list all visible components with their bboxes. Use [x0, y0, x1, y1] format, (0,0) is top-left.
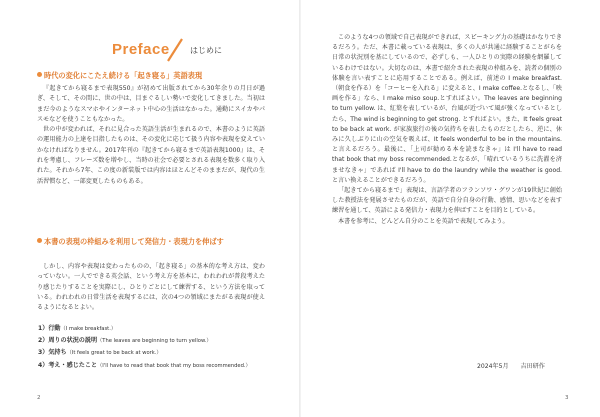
date-signature — [477, 361, 545, 370]
expression-domain-list — [38, 323, 270, 372]
bullet-dot-icon — [37, 238, 42, 243]
list-item: 3）気持ち（It feels great to be back at work.） — [38, 349, 162, 357]
page-number-right: 3 — [565, 395, 569, 401]
date: 2024年5月 — [477, 363, 509, 370]
hajimeni-label: はじめに — [190, 46, 222, 55]
list-item: 4）考え・感じたこと（I'll have to read that book that my boss recommended.） — [38, 361, 251, 369]
section-heading-2: 本書の表現の枠組みを利用して発信力・表現力を伸ばす — [37, 237, 224, 247]
list-item: 2）周りの状況の説明（The leaves are beginning to turn yellow.） — [38, 337, 212, 345]
section-1-text: 『起きてから寝るまで表現550』が初めて出版されてから30年余りの月日が過ぎ、そして、その間に、世の中は、目まぐるしい勢いで変化してきました。当初はまだ今のようなスマホやインターネット中心の生活はなかった。通勤にスイカやパスモなどを使うこともなかった。 世の中が変われば、それに見合った英語生活が生まれるので、本書のように英語の運用能力の上達を目指したものは、その変化に応じて扱う内容や表現を変えていかなければなりません。2017年刊の『起きてから寝るまで英語表現1000』は、それを考慮し、フレーズ数を増やし、当時の社会で必要とされる表現を数多く取り入れた。それから7年、この度の新装版では内容はほとんどそのままだが、現代の生活習慣など、一部変更したものもある。 — [37, 85, 265, 185]
page-number-left: 2 — [37, 395, 41, 401]
right-page-text: このような4つの領域で自己表現ができれば、スピーキング力の基礎はかなりできるだろう。ただ、本書に載っている表現は、多くの人が共通に経験することがらを日常の状況別を基にしているので、必ずしも、一人ひとりの実際の経験を網羅しているわけではない。大切なのは、本書で紹介された表現の枠組みを、読者の個別の体験を言い表すことに応用することである。例えば、前述の I make breakfast.（朝食を作る）を「コーヒーを入れる」に変えると、I make coffee.となるし、「映画を作る」なら、I make miso soup.とすればよい。The leaves are beginning to turn yellow. は、紅葉を表しているが、台風が近づいて風が強くなっているとしたら、The wind is beginning to get strong. とすればよい。また、It feels great to be back at work. が家族旅行の後の気持ちを表したものだとしたら、逆に、休みに久しぶりに山の空気を吸えば、It feels wonderful to be in the mountains. と言えるだろう。最後に、「上司が勧める本を読まなきゃ」は I'll have to read that book that my boss recommended.となるが、「晴れているうちに洗濯を済ませなきゃ」であれば I'll have to do the laundry while the weather is good. と言い換えることができるだろう。 「起きてから寝るまで」表現は、言語学者のフランソワ・グワンが19世紀に創始した教授法を発展させたものだが、英語で自分自身の行動、感情、思いなどを表す練習を通して、英語による発信力・表現力を伸ばすことを目的としている。 本書を参考に、どんどん自分のことを英語で表現してみよう。 — [332, 34, 562, 225]
bullet-dot-icon — [37, 72, 42, 77]
slash-divider-icon — [164, 38, 186, 62]
list-item: 1）行動（I make breakfast.） — [38, 325, 117, 332]
author-name: 吉田研作 — [520, 363, 545, 370]
section-2-text: しかし、内容や表現は変わったものの、「起き寝る」の基本的な考え方は、変わっていない。一人でできる英会話、という考え方を基本に、われわれが普段考えたり感じたりすることを実際にし、ひとりごとにして練習する、という方法を取っている。われわれの日常生活を表現するには、次の4つの領域にまたがる表現が使えるようになるとよい。 — [37, 263, 265, 312]
section-heading-1: 時代の変化にこたえ続ける「起き寝る」英語表現 — [37, 71, 202, 81]
preface-title: Preface — [112, 41, 170, 58]
